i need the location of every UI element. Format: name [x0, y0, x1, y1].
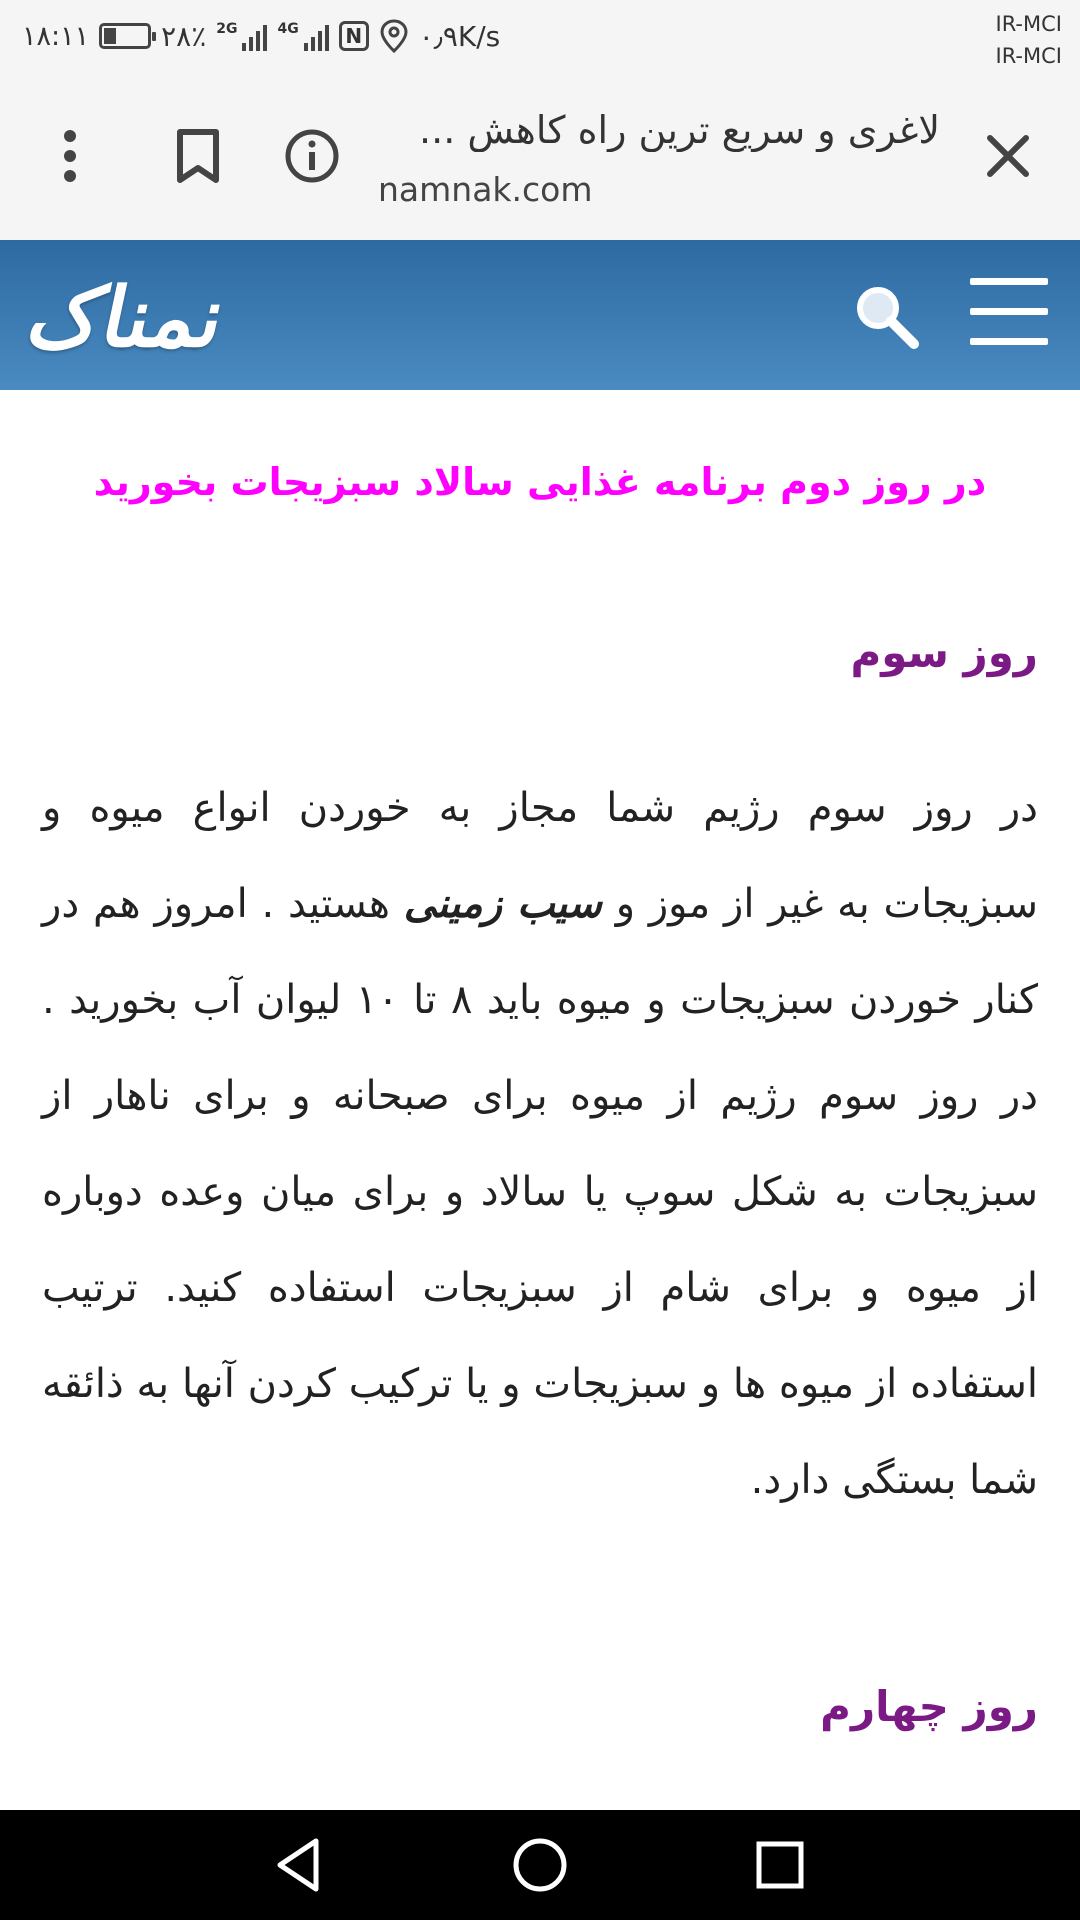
status-left [22, 16, 500, 56]
back-icon[interactable] [270, 1835, 330, 1895]
paragraph-text-1: در روز سوم رژیم شما مجاز به خوردن انواع میوه و سبزیجات به غیر از موز و [42, 785, 1038, 927]
potato-link[interactable]: سیب زمینی [403, 881, 602, 927]
day3-paragraph [42, 760, 1038, 1528]
site-logo[interactable]: نمناک [19, 270, 234, 366]
site-header [0, 240, 1080, 390]
carrier-1: IR-MCI [995, 12, 1062, 36]
page-title: لاغری و سریع ترین راه کاهش ... [419, 108, 940, 152]
section-heading-day3: روز سوم [850, 628, 1038, 677]
info-icon[interactable] [282, 126, 342, 186]
section-heading-day4: روز چهارم [820, 1682, 1038, 1731]
search-icon[interactable] [850, 280, 926, 356]
nfc-icon: N [339, 21, 369, 51]
android-nav-bar [0, 1810, 1080, 1920]
carrier-info [996, 8, 1063, 72]
home-icon[interactable] [510, 1835, 570, 1895]
battery-percent: ۲۸٪ [161, 19, 207, 53]
carrier-2: IR-MCI [995, 44, 1062, 68]
network-speed: ۰٫۹K/s [418, 19, 501, 53]
status-bar [0, 0, 1080, 80]
signal-4g-icon [277, 21, 328, 51]
page-url[interactable]: namnak.com [378, 170, 593, 209]
day2-headline: در روز دوم برنامه غذایی سالاد سبزیجات بخورید [93, 460, 987, 504]
hamburger-menu-icon[interactable] [970, 278, 1050, 350]
status-time: ۱۸:۱۱ [22, 20, 90, 52]
signal-2g-label: 2G [216, 21, 238, 37]
recents-icon[interactable] [750, 1835, 810, 1895]
battery-icon [99, 23, 151, 49]
close-icon[interactable] [978, 126, 1038, 186]
signal-2g-icon [216, 21, 267, 51]
bookmark-icon[interactable] [168, 126, 228, 186]
browser-toolbar [0, 80, 1080, 241]
more-vert-icon[interactable] [40, 126, 100, 186]
paragraph-text-2: هستید . امروز هم در کنار خوردن سبزیجات و میوه باید ۸ تا ۱۰ لیوان آب بخورید . در روز سوم رژیم از میوه برای صبحانه و برای ناهار از سبزیجات به شکل سوپ یا سالاد و برای میان وعده دوباره از میوه و برای شام از سبزیجات استفاده کنید. ترتیب استفاده از میوه ها و سبزیجات و یا ترکیب کردن آنها به ذائقه شما بستگی دارد. [42, 881, 1039, 1503]
signal-4g-label: 4G [277, 21, 299, 37]
battery-fill [104, 28, 116, 44]
location-icon [379, 19, 409, 53]
